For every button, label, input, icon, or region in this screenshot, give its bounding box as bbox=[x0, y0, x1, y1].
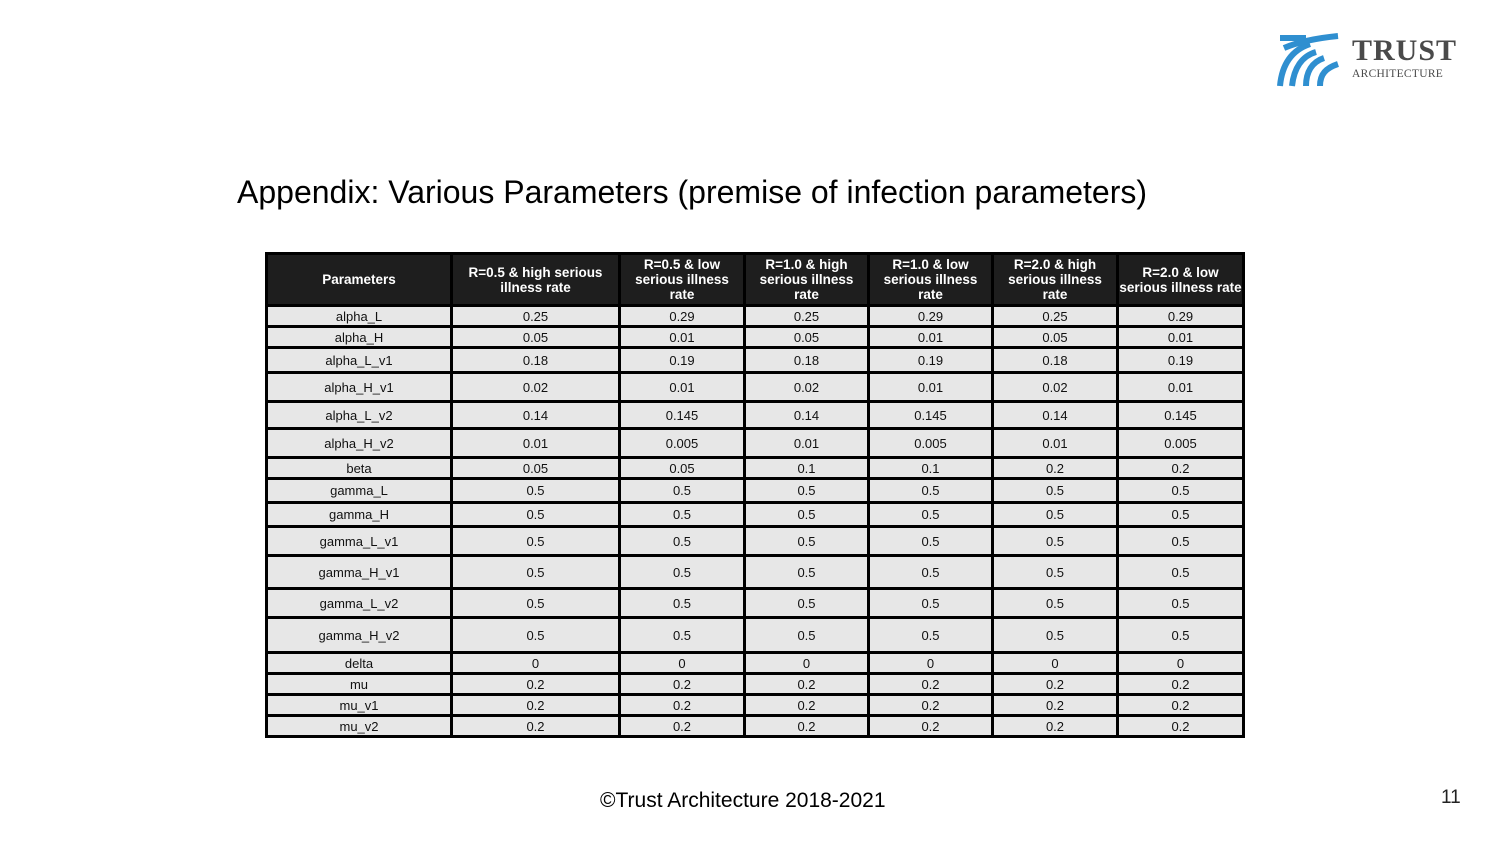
parameter-value-cell: 0.5 bbox=[869, 618, 993, 653]
column-header: R=1.0 & high serious illness rate bbox=[745, 254, 869, 306]
parameter-name-cell: mu bbox=[267, 674, 452, 695]
parameter-value-cell: 0.5 bbox=[745, 503, 869, 527]
parameter-value-cell: 0.05 bbox=[452, 458, 620, 479]
parameter-value-cell: 0.5 bbox=[452, 556, 620, 589]
table-row bbox=[267, 503, 1244, 527]
parameter-value-cell: 0.18 bbox=[993, 348, 1118, 373]
parameter-value-cell: 0 bbox=[620, 653, 745, 674]
parameter-name-cell: mu_v1 bbox=[267, 695, 452, 716]
parameter-value-cell: 0.01 bbox=[620, 327, 745, 348]
parameter-value-cell: 0.29 bbox=[869, 306, 993, 327]
column-header: R=1.0 & low serious illness rate bbox=[869, 254, 993, 306]
parameter-name-cell: alpha_H bbox=[267, 327, 452, 348]
parameter-value-cell: 0.5 bbox=[452, 503, 620, 527]
parameter-value-cell: 0.5 bbox=[993, 503, 1118, 527]
parameter-value-cell: 0 bbox=[745, 653, 869, 674]
parameter-value-cell: 0.5 bbox=[620, 527, 745, 556]
table-row bbox=[267, 348, 1244, 373]
column-header: Parameters bbox=[267, 254, 452, 306]
parameter-value-cell: 0.5 bbox=[993, 589, 1118, 618]
parameter-value-cell: 0.01 bbox=[620, 373, 745, 402]
parameter-value-cell: 0.2 bbox=[993, 674, 1118, 695]
parameter-value-cell: 0.19 bbox=[869, 348, 993, 373]
table-row bbox=[267, 458, 1244, 479]
parameter-value-cell: 0 bbox=[993, 653, 1118, 674]
parameter-value-cell: 0.5 bbox=[1118, 503, 1244, 527]
parameter-value-cell: 0.5 bbox=[452, 527, 620, 556]
parameter-value-cell: 0.29 bbox=[1118, 306, 1244, 327]
logo-mark-icon bbox=[1276, 30, 1342, 88]
parameter-value-cell: 0.02 bbox=[745, 373, 869, 402]
parameter-value-cell: 0.2 bbox=[745, 695, 869, 716]
parameter-name-cell: gamma_H_v2 bbox=[267, 618, 452, 653]
table-row bbox=[267, 402, 1244, 429]
parameter-value-cell: 0.2 bbox=[1118, 674, 1244, 695]
logo-subtitle: ARCHITECTURE bbox=[1352, 68, 1444, 80]
parameter-name-cell: alpha_L_v1 bbox=[267, 348, 452, 373]
parameter-value-cell: 0.02 bbox=[993, 373, 1118, 402]
parameter-value-cell: 0.2 bbox=[745, 716, 869, 737]
parameter-value-cell: 0.5 bbox=[993, 479, 1118, 503]
parameter-value-cell: 0.01 bbox=[452, 429, 620, 458]
parameter-value-cell: 0.05 bbox=[745, 327, 869, 348]
parameter-value-cell: 0.5 bbox=[620, 556, 745, 589]
parameter-value-cell: 0.5 bbox=[745, 618, 869, 653]
parameter-value-cell: 0.5 bbox=[993, 527, 1118, 556]
parameter-value-cell: 0.5 bbox=[869, 556, 993, 589]
parameter-value-cell: 0.5 bbox=[452, 479, 620, 503]
parameter-value-cell: 0.5 bbox=[1118, 618, 1244, 653]
parameter-value-cell: 0.5 bbox=[869, 479, 993, 503]
logo-wordmark: TRUST bbox=[1352, 34, 1458, 67]
parameter-value-cell: 0.2 bbox=[993, 695, 1118, 716]
parameter-value-cell: 0.5 bbox=[1118, 589, 1244, 618]
table-row bbox=[267, 373, 1244, 402]
parameter-value-cell: 0.2 bbox=[993, 716, 1118, 737]
parameter-value-cell: 0.2 bbox=[869, 674, 993, 695]
parameter-value-cell: 0.01 bbox=[869, 327, 993, 348]
table-row bbox=[267, 589, 1244, 618]
table-row bbox=[267, 653, 1244, 674]
parameter-value-cell: 0.5 bbox=[620, 503, 745, 527]
parameter-value-cell: 0.2 bbox=[452, 716, 620, 737]
parameter-name-cell: gamma_L_v2 bbox=[267, 589, 452, 618]
parameter-value-cell: 0.5 bbox=[745, 527, 869, 556]
parameter-value-cell: 0.2 bbox=[745, 674, 869, 695]
parameter-value-cell: 0.145 bbox=[620, 402, 745, 429]
parameter-value-cell: 0.5 bbox=[745, 589, 869, 618]
parameter-value-cell: 0.5 bbox=[745, 479, 869, 503]
parameter-value-cell: 0.2 bbox=[1118, 695, 1244, 716]
parameter-name-cell: alpha_H_v2 bbox=[267, 429, 452, 458]
table-row bbox=[267, 674, 1244, 695]
parameter-name-cell: delta bbox=[267, 653, 452, 674]
parameter-value-cell: 0.5 bbox=[620, 479, 745, 503]
column-header: R=0.5 & low serious illness rate bbox=[620, 254, 745, 306]
logo bbox=[1276, 30, 1466, 88]
table-row bbox=[267, 479, 1244, 503]
parameter-value-cell: 0.5 bbox=[620, 589, 745, 618]
parameter-value-cell: 0.25 bbox=[452, 306, 620, 327]
column-header: R=2.0 & low serious illness rate bbox=[1118, 254, 1244, 306]
parameter-value-cell: 0.14 bbox=[745, 402, 869, 429]
parameter-value-cell: 0.05 bbox=[452, 327, 620, 348]
table-row bbox=[267, 695, 1244, 716]
parameter-value-cell: 0.5 bbox=[1118, 527, 1244, 556]
parameter-value-cell: 0.19 bbox=[620, 348, 745, 373]
parameter-value-cell: 0.005 bbox=[869, 429, 993, 458]
parameter-value-cell: 0.2 bbox=[452, 674, 620, 695]
parameter-value-cell: 0.01 bbox=[745, 429, 869, 458]
parameter-value-cell: 0.5 bbox=[869, 589, 993, 618]
parameter-value-cell: 0.5 bbox=[452, 618, 620, 653]
parameter-value-cell: 0.005 bbox=[620, 429, 745, 458]
parameter-value-cell: 0.5 bbox=[869, 527, 993, 556]
parameter-value-cell: 0.2 bbox=[620, 674, 745, 695]
parameter-value-cell: 0.14 bbox=[993, 402, 1118, 429]
page-title: Appendix: Various Parameters (premise of infection parameters) bbox=[237, 174, 1148, 210]
page-number: 11 bbox=[1441, 787, 1461, 808]
parameter-value-cell: 0.145 bbox=[1118, 402, 1244, 429]
parameter-value-cell: 0.2 bbox=[1118, 458, 1244, 479]
parameter-name-cell: gamma_H_v1 bbox=[267, 556, 452, 589]
parameter-value-cell: 0.2 bbox=[620, 695, 745, 716]
parameter-value-cell: 0.5 bbox=[745, 556, 869, 589]
parameter-name-cell: alpha_H_v1 bbox=[267, 373, 452, 402]
table-header-row bbox=[267, 254, 1244, 306]
parameter-value-cell: 0.2 bbox=[869, 695, 993, 716]
parameter-value-cell: 0.25 bbox=[993, 306, 1118, 327]
table-row bbox=[267, 306, 1244, 327]
parameter-value-cell: 0 bbox=[452, 653, 620, 674]
parameter-value-cell: 0.01 bbox=[1118, 327, 1244, 348]
parameter-value-cell: 0.14 bbox=[452, 402, 620, 429]
parameter-value-cell: 0.02 bbox=[452, 373, 620, 402]
parameter-value-cell: 0 bbox=[869, 653, 993, 674]
parameter-name-cell: gamma_H bbox=[267, 503, 452, 527]
parameter-name-cell: mu_v2 bbox=[267, 716, 452, 737]
table-row bbox=[267, 327, 1244, 348]
parameter-value-cell: 0.5 bbox=[452, 589, 620, 618]
parameter-value-cell: 0.2 bbox=[869, 716, 993, 737]
parameter-value-cell: 0.2 bbox=[452, 695, 620, 716]
parameter-value-cell: 0.19 bbox=[1118, 348, 1244, 373]
table-row bbox=[267, 556, 1244, 589]
parameter-value-cell: 0.145 bbox=[869, 402, 993, 429]
parameter-value-cell: 0.29 bbox=[620, 306, 745, 327]
parameters-table bbox=[265, 252, 1245, 738]
parameter-value-cell: 0.05 bbox=[620, 458, 745, 479]
parameter-name-cell: beta bbox=[267, 458, 452, 479]
parameter-value-cell: 0.5 bbox=[993, 618, 1118, 653]
column-header: R=2.0 & high serious illness rate bbox=[993, 254, 1118, 306]
parameter-value-cell: 0.5 bbox=[869, 503, 993, 527]
parameter-value-cell: 0.05 bbox=[993, 327, 1118, 348]
parameter-name-cell: gamma_L bbox=[267, 479, 452, 503]
table-row bbox=[267, 716, 1244, 737]
table-row bbox=[267, 618, 1244, 653]
parameter-value-cell: 0.5 bbox=[1118, 556, 1244, 589]
parameter-value-cell: 0.18 bbox=[745, 348, 869, 373]
copyright-footer: ©Trust Architecture 2018-2021 bbox=[600, 789, 886, 812]
parameter-name-cell: gamma_L_v1 bbox=[267, 527, 452, 556]
parameter-value-cell: 0.01 bbox=[869, 373, 993, 402]
parameter-value-cell: 0.1 bbox=[869, 458, 993, 479]
parameter-value-cell: 0.2 bbox=[1118, 716, 1244, 737]
column-header: R=0.5 & high serious illness rate bbox=[452, 254, 620, 306]
parameter-value-cell: 0.25 bbox=[745, 306, 869, 327]
parameter-value-cell: 0 bbox=[1118, 653, 1244, 674]
parameter-value-cell: 0.01 bbox=[1118, 373, 1244, 402]
parameter-value-cell: 0.5 bbox=[620, 618, 745, 653]
parameter-value-cell: 0.2 bbox=[620, 716, 745, 737]
parameter-value-cell: 0.2 bbox=[993, 458, 1118, 479]
parameter-value-cell: 0.5 bbox=[993, 556, 1118, 589]
parameter-name-cell: alpha_L_v2 bbox=[267, 402, 452, 429]
table-row bbox=[267, 527, 1244, 556]
parameter-value-cell: 0.5 bbox=[1118, 479, 1244, 503]
parameter-value-cell: 0.18 bbox=[452, 348, 620, 373]
table-row bbox=[267, 429, 1244, 458]
parameter-value-cell: 0.01 bbox=[993, 429, 1118, 458]
parameter-name-cell: alpha_L bbox=[267, 306, 452, 327]
parameter-value-cell: 0.005 bbox=[1118, 429, 1244, 458]
parameter-value-cell: 0.1 bbox=[745, 458, 869, 479]
